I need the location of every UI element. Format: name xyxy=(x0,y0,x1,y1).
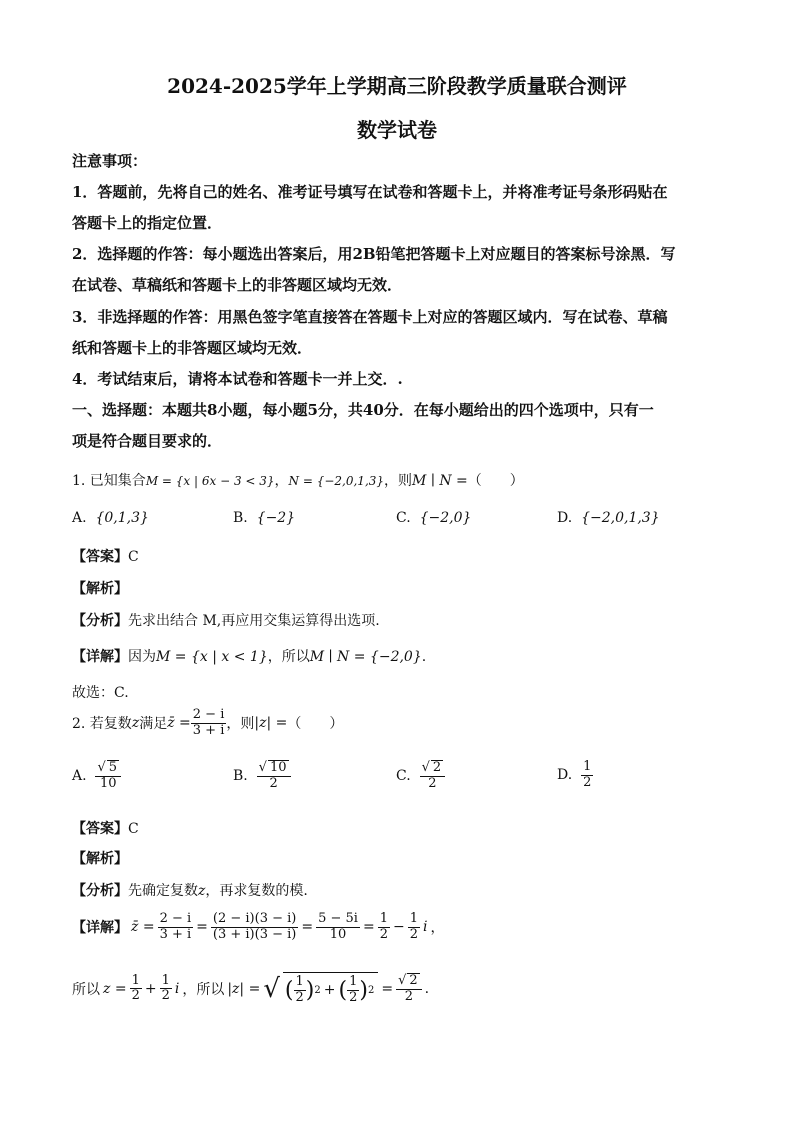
q1-option-c: C. {−2,0} xyxy=(396,510,472,526)
note-3-line-1: 3．非选择题的作答：用黑色签字笔直接答在答题卡上对应的答题区域内．写在试卷、草稿 xyxy=(72,308,668,326)
q1-option-a: A. {0,1,3} xyxy=(72,510,149,526)
q2-fenxi: 【分析】先确定复数z，再求复数的模. xyxy=(72,883,308,899)
q2-analysis-heading: 【解析】 xyxy=(72,851,128,867)
q1-choice: 故选：C. xyxy=(72,685,129,701)
q1-analysis-heading: 【解析】 xyxy=(72,581,128,597)
q1-sep: ， xyxy=(274,473,289,489)
q2-option-c: C. √ $\frac{2}{2}$ xyxy=(396,760,445,792)
page-subtitle: 数学试卷 xyxy=(357,118,437,142)
q2-conclusion: 所以 z = $\frac{1}{2}$ + $\frac{1}{2}$ i ，所以 |z| = √ ( $\frac{1}{2}$ ) 2 + ( $\frac{1}{2}$ ) 2 = √ $\frac{2}{2}$ . xyxy=(72,972,429,1006)
note-2-line-2: 在试卷、草稿纸和答题卡上的非答题区域均无效． xyxy=(72,276,403,294)
q2-stem-fraction: $\frac{2 - i}{3 + i}$ xyxy=(192,707,225,738)
q2-detail: 【详解】 z̄ = $\frac{2 - i}{3 + i}$ = $\frac{(2 - i)(3 - i)}{(3 + i)(3 - i)}$ = $\frac{5 - 5i}{10}$ = $\frac{1}{2}$ − $\frac{1}{2}$ i ， xyxy=(72,911,445,942)
q2-option-d: D. $\frac{1}{2}$ xyxy=(557,759,592,790)
q1-set-m: M = {x | 6x − 3 < 3} xyxy=(145,474,275,488)
note-2-line-1: 2．选择题的作答：每小题选出答案后，用2B铅笔把答题卡上对应题目的答案标号涂黑．写 xyxy=(72,245,676,263)
note-3-line-2: 纸和答题卡上的非答题区域均无效． xyxy=(72,339,313,357)
section-1-line-1: 一、选择题：本题共8小题，每小题5分，共40分．在每小题给出的四个选项中，只有一 xyxy=(72,401,654,419)
note-1-line-1: 1．答题前，先将自己的姓名、准考证号填写在试卷和答题卡上，并将准考证号条形码贴在 xyxy=(72,183,668,201)
q1-ask: ，则 xyxy=(384,473,413,489)
question-1-stem xyxy=(72,470,524,490)
q2-option-b: B. √ $\frac{10}{2}$ xyxy=(233,760,291,792)
q1-set-n: N = {−2,0,1,3} xyxy=(288,474,385,488)
question-2-stem: 2. 若复数 z 满足 z̄ = $\frac{2 - i}{3 + i}$ ，则 |z| = （ ） xyxy=(72,707,344,738)
q1-expr: M ∣ N = xyxy=(412,473,468,489)
notes-heading: 注意事项： xyxy=(72,152,148,170)
section-1-line-2: 项是符合题目要求的． xyxy=(72,432,223,450)
q1-paren: （ ） xyxy=(467,473,524,489)
q1-prefix: 1. 已知集合 xyxy=(72,473,146,489)
q2-option-a: A. √ $\frac{5}{10}$ xyxy=(72,760,121,792)
q1-detail: 【详解】因为M = {x | x < 1}，所以M ∣ N = {−2,0}. xyxy=(72,649,427,665)
q1-option-b: B. {−2} xyxy=(233,510,296,526)
q2-answer: 【答案】C xyxy=(72,821,139,837)
note-1-line-2: 答题卡上的指定位置． xyxy=(72,214,223,232)
q1-answer: 【答案】C xyxy=(72,549,139,565)
q1-option-d: D. {−2,0,1,3} xyxy=(557,510,660,526)
page-title: 2024-2025学年上学期高三阶段教学质量联合测评 xyxy=(167,74,627,98)
q1-fenxi: 【分析】先求出结合 M,再应用交集运算得出选项. xyxy=(72,613,380,629)
note-4: 4．考试结束后，请将本试卷和答题卡一并上交．. xyxy=(72,370,403,388)
